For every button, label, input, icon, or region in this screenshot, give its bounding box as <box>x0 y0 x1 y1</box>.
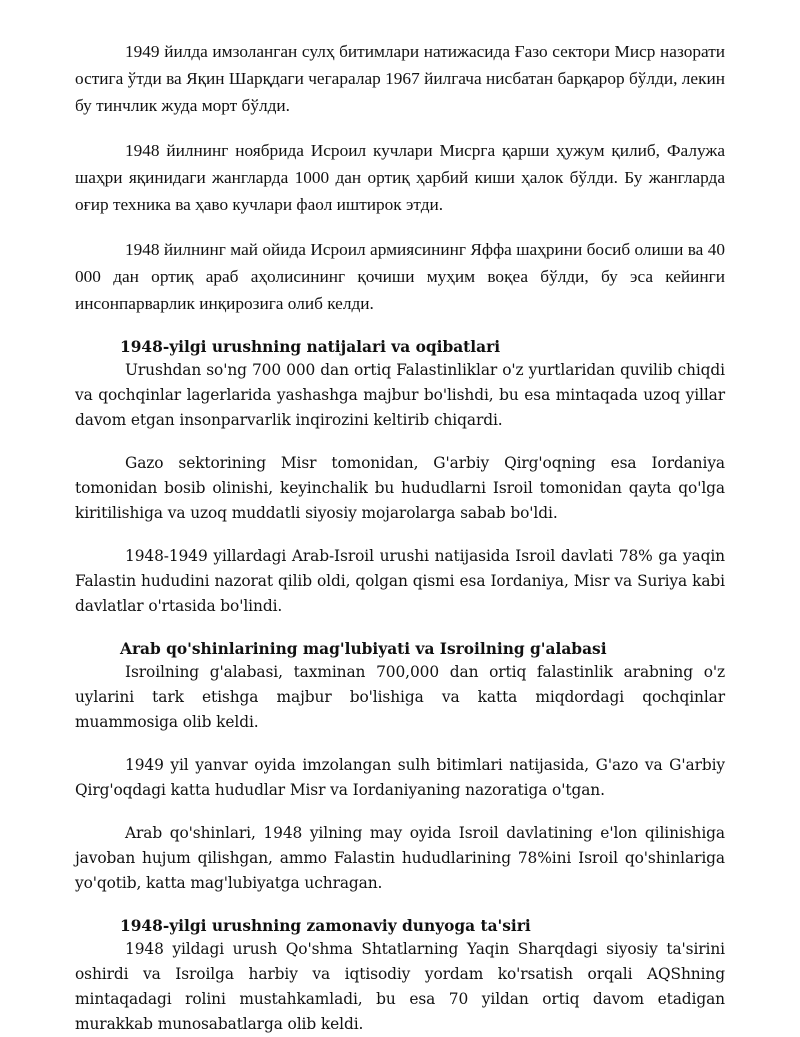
paragraph-gaza-armistice: 1949 йилда имзоланган сулҳ битимлари натижасида Ғазо сектори Миср назорати остига ўтди ва Яқин Шарқдаги чегаралар 1967 йилгача нисбатан барқарор бўлди, лекин бу тинчлик жуда морт бўлди. <box>75 42 725 115</box>
paragraph-faluja-battle: 1948 йилнинг ноябрида Исроил кучлари Мисрга қарши ҳужум қилиб, Фалужа шаҳри яқинидаги жангларда 1000 дан ортиқ ҳарбий киши ҳалок бўлди. Бу жангларда оғир техника ва ҳаво кучлари фаол иштирок этди. <box>75 141 725 214</box>
paragraph-us-influence: 1948 yildagi urush Qo'shma Shtatlarning Yaqin Sharqdagi siyosiy ta'sirini oshirdi va Isroilga harbiy va iqtisodiy yordam ko'rsatish orqali AQShning mintaqadagi rolini mustahkamladi, bu esa 70 yildan ortiq davom etadigan murakkab munosabatlarga olib keldi. <box>75 940 725 1033</box>
paragraph-refugees: Urushdan so'ng 700 000 dan ortiq Falastinliklar o'z yurtlaridan quvilib chiqdi va qochqinlar lagerlarida yashashga majbur bo'lishdi, bu esa mintaqada uzoq yillar davom etgan insonparvarlik inqirozini keltirib chiqardi. <box>75 361 725 429</box>
paragraph-territory-control: 1948-1949 yillardagi Arab-Isroil urushi natijasida Isroil davlati 78% ga yaqin Falastin hududini nazorat qilib oldi, qolgan qismi esa Iordaniya, Misr va Suriya kabi davlatlar o'rtasida bo'lindi. <box>75 547 725 615</box>
section-heading-defeat: Arab qo'shinlarining mag'lubiyati va Isroilning g'alabasi <box>120 640 607 658</box>
paragraph-armistice: 1949 yil yanvar oyida imzolangan sulh bitimlari natijasida, G'azo va G'arbiy Qirg'oqdagi katta hududlar Misr va Iordaniyaning nazoratiga o'tgan. <box>75 756 725 799</box>
document-page <box>75 38 725 1037</box>
section-heading-modern-impact: 1948-yilgi urushning zamonaviy dunyoga ta'siri <box>120 917 531 935</box>
paragraph-occupation: Gazo sektorining Misr tomonidan, G'arbiy Qirg'oqning esa Iordaniya tomonidan bosib olinishi, keyinchalik bu hududlarni Isroil tomonidan qayta qo'lga kiritilishiga va uzoq muddatli siyosiy mojarolarga sabab bo'ldi. <box>75 454 725 522</box>
paragraph-jaffa-capture: 1948 йилнинг май ойида Исроил армиясининг Яффа шаҳрини босиб олиши ва 40 000 дан ортиқ араб аҳолисининг қочиши муҳим воқеа бўлди, бу эса кейинги инсонпарварлик инқирозига олиб келди. <box>75 240 725 313</box>
paragraph-victory: Isroilning g'alabasi, taxminan 700,000 dan ortiq falastinlik arabning o'z uylarini tark etishga majbur bo'lishiga va katta miqdordagi qochqinlar muammosiga olib keldi. <box>75 663 725 731</box>
paragraph-arab-attack: Arab qo'shinlari, 1948 yilning may oyida Isroil davlatining e'lon qilinishiga javoban hujum qilishgan, ammo Falastin hududlarining 78%ini Isroil qo'shinlariga yo'qotib, katta mag'lubiyatga uchragan. <box>75 824 725 892</box>
section-heading-results: 1948-yilgi urushning natijalari va oqibatlari <box>120 338 501 356</box>
